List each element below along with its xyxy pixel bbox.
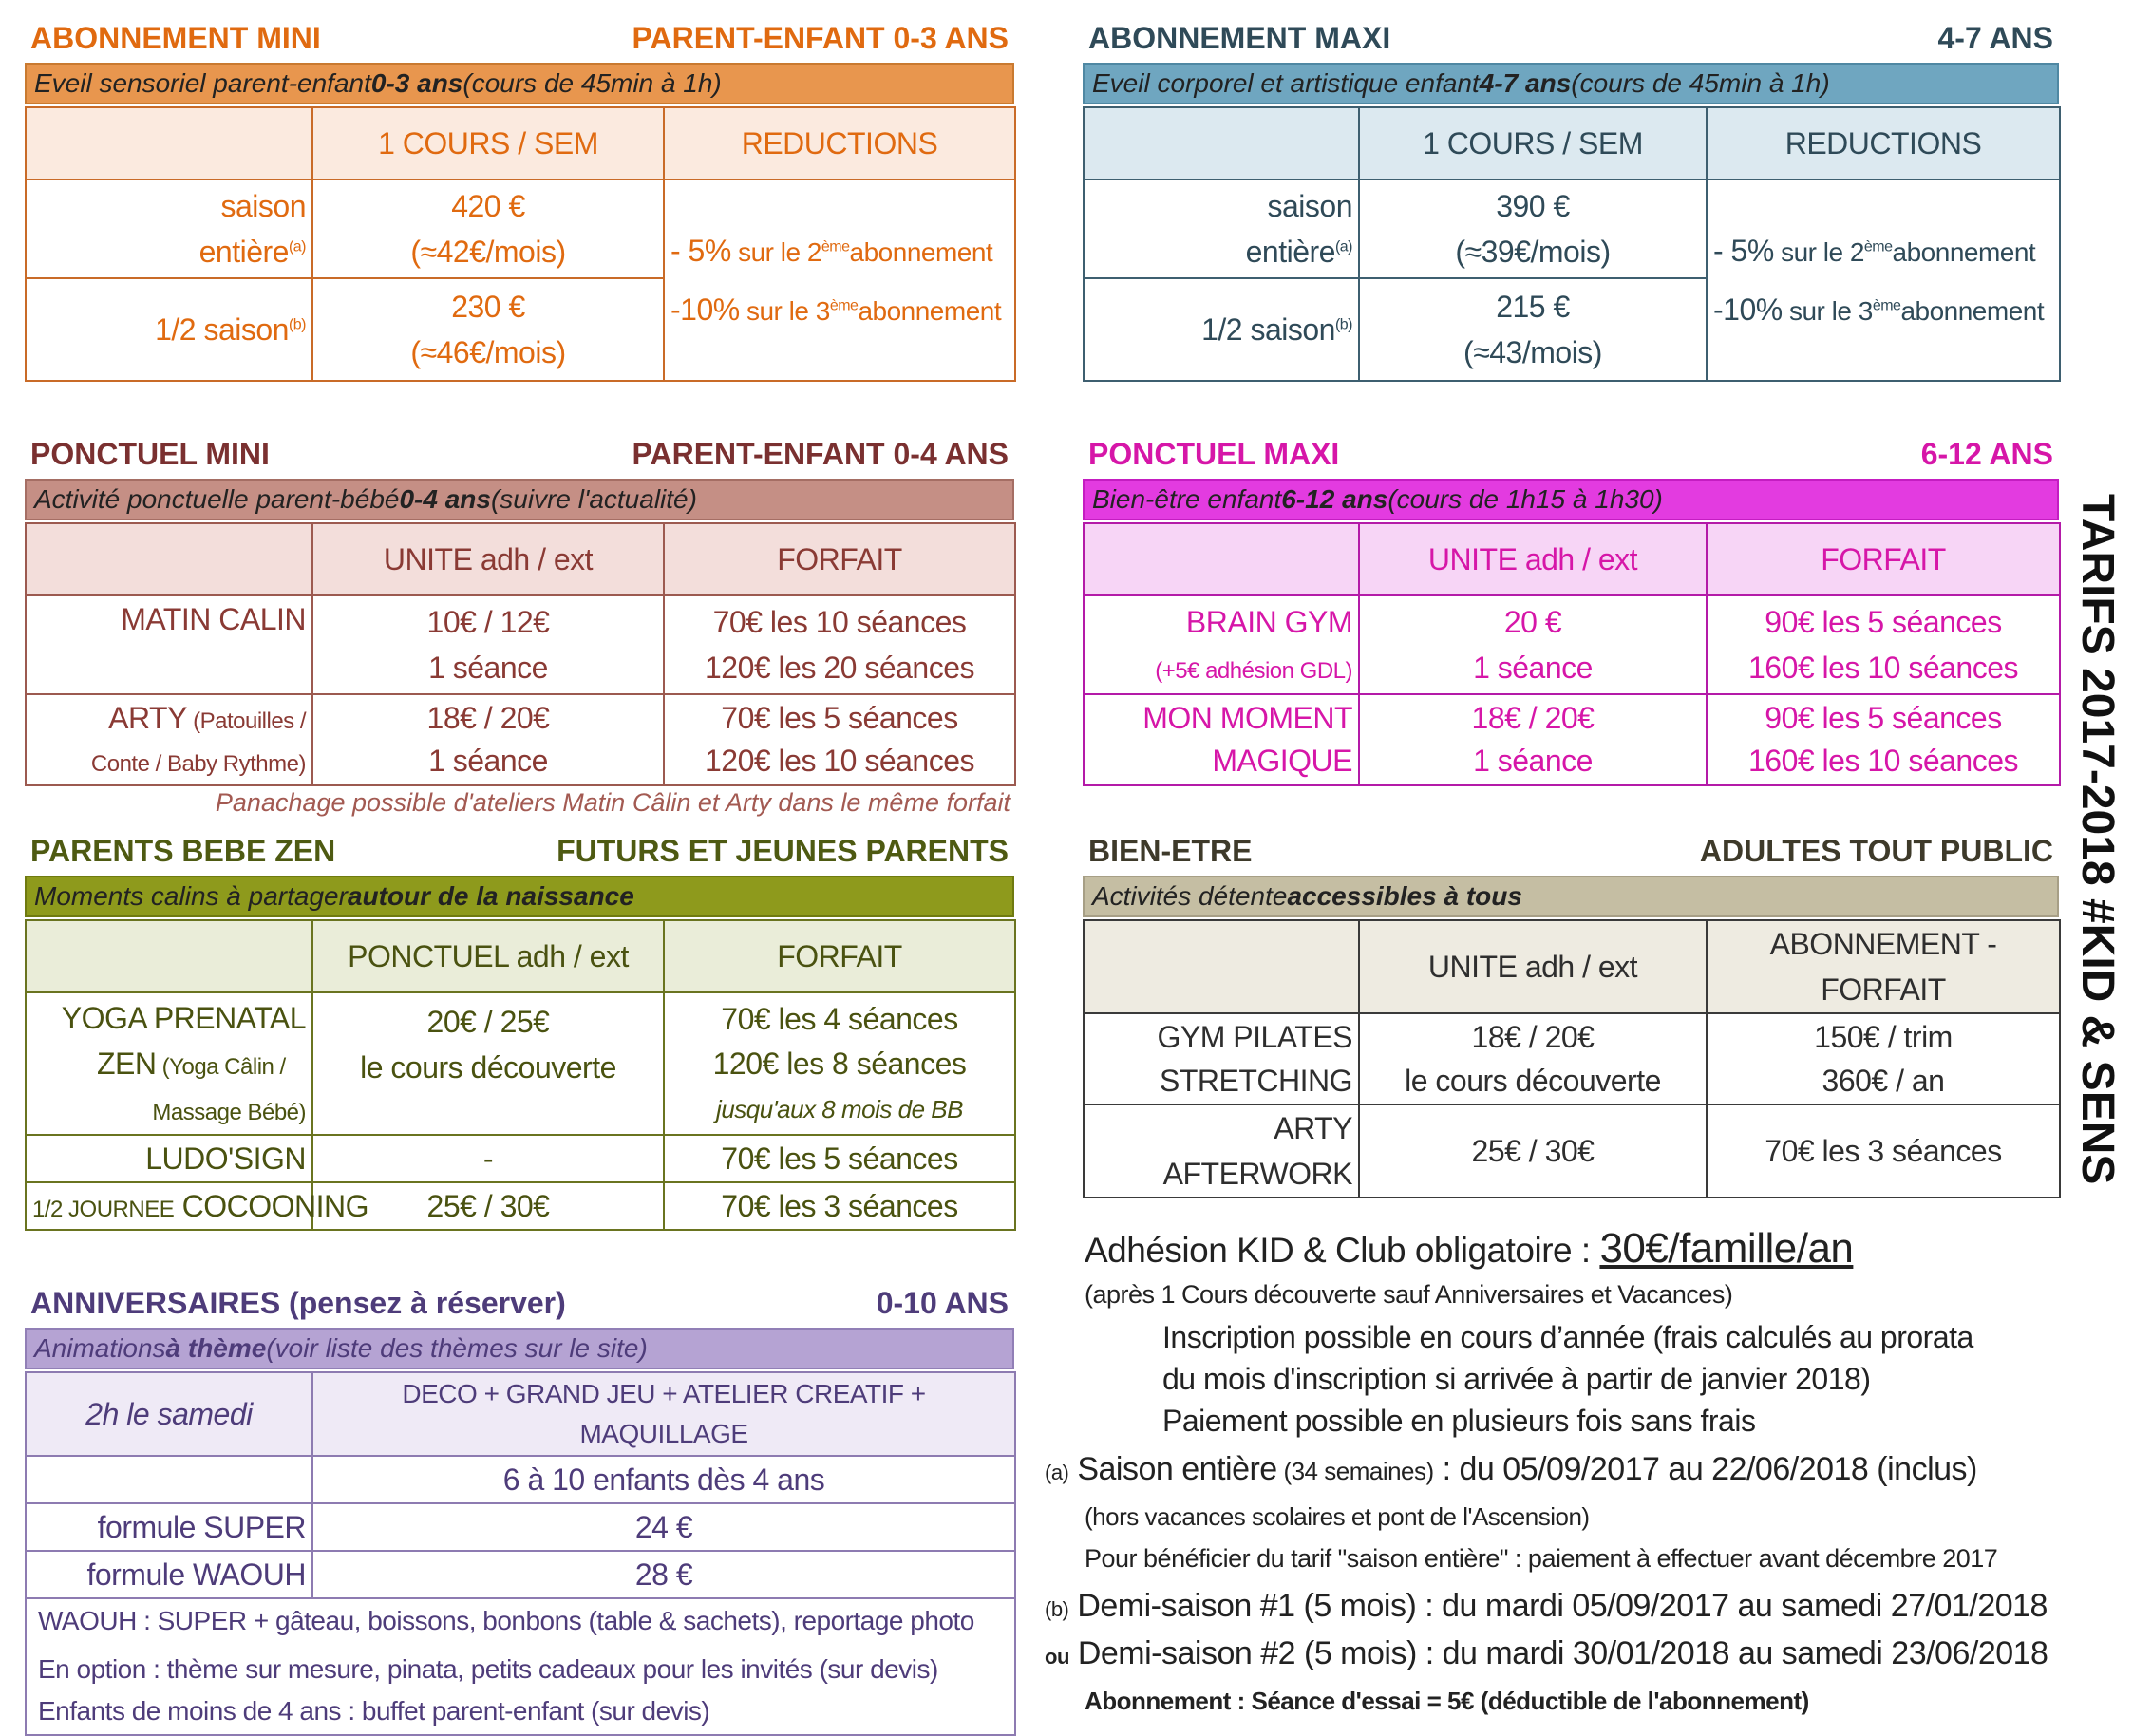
- saison-b-line: (b) Demi-saison #1 (5 mois) : du mardi 05/09/2017 au samedi 27/01/2018: [1045, 1588, 2048, 1624]
- price-cell: 24 €: [312, 1503, 1015, 1551]
- price-cell: 25€ / 30€: [1359, 1104, 1707, 1198]
- subtitle-age: 0-4 ans: [399, 484, 491, 514]
- row-label: ARTY (Patouilles / Conte / Baby Rythme): [26, 694, 312, 785]
- row-label: YOGA PRENATAL ZEN (Yoga Câlin / Massage Bébé): [26, 992, 312, 1135]
- group-size: 6 à 10 enfants dès 4 ans: [312, 1456, 1015, 1503]
- table-row: [26, 595, 1015, 694]
- pricing-table: [1083, 919, 2061, 1198]
- row-label: 1/2 saison$^{(b)}$: [26, 278, 312, 381]
- forfait-cell: 90€ les 5 séances 160€ les 10 séances: [1707, 694, 2060, 785]
- section-title: ABONNEMENT MAXI: [1088, 20, 1391, 55]
- vertical-title: [2068, 494, 2133, 1254]
- row-label: ARTY AFTERWORK: [1084, 1104, 1359, 1198]
- subtitle-emphasis: à thème: [165, 1333, 267, 1363]
- price-cell: 18€ / 20€ 1 séance: [1359, 694, 1707, 785]
- subtitle-duration: (cours de 1h15 à 1h30): [1387, 484, 1663, 514]
- price-cell: 390 € (≈39€/mois): [1359, 179, 1707, 278]
- price-cell: 25€ / 30€: [312, 1182, 664, 1230]
- subtitle-text: Activités détente: [1092, 881, 1288, 911]
- section-title: PARENTS BEBE ZEN: [30, 833, 336, 868]
- table-row: [1084, 1104, 2060, 1198]
- row-label: 1/2 saison$^{(b)}$: [1084, 278, 1359, 381]
- table-row: [26, 694, 1015, 785]
- age-range: PARENT-ENFANT 0-4 ANS: [632, 436, 1009, 471]
- table-row: [1084, 595, 2060, 694]
- section-subtitle: [25, 479, 1014, 520]
- ponctuel-maxi-section: [1083, 433, 2059, 794]
- note-line: Enfants de moins de 4 ans : buffet parent-enfant (sur devis): [38, 1696, 710, 1727]
- adhesion-note: (après 1 Cours découverte sauf Anniversaires et Vacances): [1085, 1280, 1733, 1309]
- section-subtitle: [25, 876, 1014, 917]
- forfait-cell: 150€ / trim 360€ / an: [1707, 1013, 2060, 1104]
- abonnement-mini-section: [25, 17, 1014, 387]
- column-header: FORFAIT: [664, 920, 1015, 992]
- row-label: LUDO'SIGN: [26, 1135, 312, 1182]
- section-header: [1083, 830, 2059, 872]
- parents-bebe-zen-section: [25, 830, 1014, 1229]
- table-row: [26, 1503, 1015, 1551]
- section-title: ANNIVERSAIRES (pensez à réserver): [30, 1285, 566, 1320]
- saison-a-note: Pour bénéficier du tarif "saison entière" : paiement à effectuer avant décembre 2017: [1085, 1544, 1998, 1573]
- row-label: 1/2 JOURNEE COCOONING: [26, 1182, 312, 1230]
- pricing-table: [25, 1371, 1016, 1736]
- subtitle-extra: (voir liste des thèmes sur le site): [266, 1333, 648, 1363]
- price-cell: 20 € 1 séance: [1359, 595, 1707, 694]
- column-header: REDUCTIONS: [1707, 107, 2060, 179]
- table-row: [26, 1598, 1015, 1735]
- notes-cell: [26, 1598, 1015, 1735]
- forfait-cell: 70€ les 4 séances 120€ les 8 séances jusqu'aux 8 mois de BB: [664, 992, 1015, 1135]
- note-line: WAOUH : SUPER + gâteau, boissons, bonbons (table & sachets), reportage photo: [38, 1605, 974, 1635]
- section-title: PONCTUEL MINI: [30, 436, 270, 471]
- inscription-line: Paiement possible en plusieurs fois sans frais: [1162, 1404, 1756, 1438]
- table-row: [26, 1182, 1015, 1230]
- column-header: REDUCTIONS: [664, 107, 1015, 179]
- section-header: [1083, 17, 2059, 59]
- forfait-cell: 70€ les 5 séances: [664, 1135, 1015, 1182]
- subtitle-text: Eveil sensoriel parent-enfant: [34, 68, 371, 98]
- section-subtitle: [1083, 479, 2059, 520]
- pricing-table: [1083, 106, 2061, 382]
- subtitle-duration: (cours de 45min à 1h): [462, 68, 722, 98]
- age-range: 6-12 ANS: [1920, 436, 2053, 471]
- ponctuel-mini-section: [25, 433, 1014, 822]
- table-header-row: [1084, 107, 2060, 179]
- column-header: 1 COURS / SEM: [1359, 107, 1707, 179]
- table-row: [26, 179, 1015, 278]
- forfait-cell: 90€ les 5 séances 160€ les 10 séances: [1707, 595, 2060, 694]
- saison-a-line: (a) Saison entière (34 semaines) : du 05/09/2017 au 22/06/2018 (inclus): [1045, 1451, 1977, 1487]
- table-header-row: [26, 920, 1015, 992]
- age-range: ADULTES TOUT PUBLIC: [1699, 833, 2053, 868]
- subtitle-emphasis: accessibles à tous: [1287, 881, 1522, 911]
- price-cell: -: [312, 1135, 664, 1182]
- price-cell: 18€ / 20€ le cours découverte: [1359, 1013, 1707, 1104]
- row-label: formule WAOUH: [26, 1551, 312, 1598]
- section-header: [25, 17, 1014, 59]
- subtitle-duration: (suivre l'actualité): [490, 484, 697, 514]
- subtitle-text: Activité ponctuelle parent-bébé: [34, 484, 400, 514]
- note-line: En option : thème sur mesure, pinata, petits cadeaux pour les invités (sur devis): [38, 1653, 938, 1684]
- row-label: saison entière$^{(a)}$: [1084, 179, 1359, 278]
- table-row: [26, 1456, 1015, 1503]
- row-label: formule SUPER: [26, 1503, 312, 1551]
- subtitle-age: 4-7 ans: [1479, 68, 1572, 98]
- column-header: FORFAIT: [1707, 523, 2060, 595]
- column-header: ABONNEMENT - FORFAIT: [1707, 920, 2060, 1013]
- subtitle-text: Animations: [34, 1333, 166, 1363]
- saison-a-note: (hors vacances scolaires et pont de l'Ascension): [1085, 1502, 1590, 1531]
- subtitle-duration: (cours de 45min à 1h): [1571, 68, 1830, 98]
- section-title: PONCTUEL MAXI: [1088, 436, 1340, 471]
- pricing-table: [1083, 522, 2061, 786]
- table-header-row: [26, 107, 1015, 179]
- table-row: [1084, 179, 2060, 278]
- column-header: PONCTUEL adh / ext: [312, 920, 664, 992]
- column-header: DECO + GRAND JEU + ATELIER CREATIF + MAQUILLAGE: [312, 1372, 1015, 1456]
- age-range: PARENT-ENFANT 0-3 ANS: [632, 20, 1009, 55]
- row-label: BRAIN GYM (+5€ adhésion GDL): [1084, 595, 1359, 694]
- table-row: [26, 1551, 1015, 1598]
- column-header: UNITE adh / ext: [1359, 523, 1707, 595]
- table-header-row: [26, 523, 1015, 595]
- section-title: BIEN-ETRE: [1088, 833, 1253, 868]
- price-cell: 230 € (≈46€/mois): [312, 278, 664, 381]
- abonnement-maxi-section: [1083, 17, 2059, 387]
- saison-c-line: ou Demi-saison #2 (5 mois) : du mardi 30/01/2018 au samedi 23/06/2018: [1045, 1635, 2048, 1671]
- table-header-row: [26, 1372, 1015, 1456]
- pricing-table: [25, 919, 1016, 1231]
- price-cell: 20€ / 25€ le cours découverte: [312, 992, 664, 1135]
- row-label: MON MOMENT MAGIQUE: [1084, 694, 1359, 785]
- inscription-line: Inscription possible en cours d’année (frais calculés au prorata: [1162, 1320, 1973, 1354]
- essai-line: Abonnement : Séance d'essai = 5€ (déductible de l'abonnement): [1085, 1687, 1809, 1715]
- price-cell: 28 €: [312, 1551, 1015, 1598]
- table-header-row: [1084, 523, 2060, 595]
- reductions-cell: - 5% sur le 2èmeabonnement -10% sur le 3èmeabonnement: [664, 179, 1015, 381]
- price-cell: 18€ / 20€ 1 séance: [312, 694, 664, 785]
- price-cell: 420 € (≈42€/mois): [312, 179, 664, 278]
- adhesion-line: Adhésion KID & Club obligatoire : 30€/famille/an: [1085, 1225, 1854, 1272]
- table-row: [1084, 694, 2060, 785]
- section-header: [25, 433, 1014, 475]
- age-range: 4-7 ANS: [1937, 20, 2053, 55]
- row-label: MATIN CALIN: [26, 595, 312, 694]
- subtitle-age: 6-12 ans: [1281, 484, 1388, 514]
- column-header: 2h le samedi: [26, 1372, 312, 1456]
- forfait-cell: 70€ les 5 séances 120€ les 10 séances: [664, 694, 1015, 785]
- section-subtitle: [25, 1328, 1014, 1369]
- subtitle-text: Bien-être enfant: [1092, 484, 1282, 514]
- column-header: 1 COURS / SEM: [312, 107, 664, 179]
- reductions-cell: - 5% sur le 2èmeabonnement -10% sur le 3èmeabonnement: [1707, 179, 2060, 381]
- section-header: [1083, 433, 2059, 475]
- age-range: 0-10 ANS: [876, 1285, 1009, 1320]
- forfait-cell: 70€ les 10 séances 120€ les 20 séances: [664, 595, 1015, 694]
- subtitle-age: 0-3 ans: [370, 68, 463, 98]
- inscription-line: du mois d'inscription si arrivée à partir de janvier 2018): [1162, 1362, 1871, 1396]
- subtitle-text: Moments calins à partager: [34, 881, 348, 911]
- row-label: saison entière$^{(a)}$: [26, 179, 312, 278]
- page-title: TARIFS 2017-2018 #KID & SENS: [2072, 494, 2123, 1185]
- column-header: UNITE adh / ext: [312, 523, 664, 595]
- age-range: FUTURS ET JEUNES PARENTS: [557, 833, 1009, 868]
- anniversaires-section: [25, 1282, 1014, 1728]
- price-cell: 215 € (≈43/mois): [1359, 278, 1707, 381]
- forfait-cell: 70€ les 3 séances: [1707, 1104, 2060, 1198]
- footnote: Panachage possible d'ateliers Matin Câlin et Arty dans le même forfait: [215, 788, 1010, 817]
- pricing-table: [25, 106, 1016, 382]
- price-cell: 10€ / 12€ 1 séance: [312, 595, 664, 694]
- section-title: ABONNEMENT MINI: [30, 20, 321, 55]
- bien-etre-section: [1083, 830, 2059, 1191]
- section-header: [25, 1282, 1014, 1324]
- column-header: FORFAIT: [664, 523, 1015, 595]
- forfait-cell: 70€ les 3 séances: [664, 1182, 1015, 1230]
- subtitle-emphasis: autour de la naissance: [347, 881, 634, 911]
- section-header: [25, 830, 1014, 872]
- section-subtitle: [1083, 876, 2059, 917]
- table-row: [26, 1135, 1015, 1182]
- column-header: UNITE adh / ext: [1359, 920, 1707, 1013]
- table-row: [26, 992, 1015, 1135]
- row-label: GYM PILATES STRETCHING: [1084, 1013, 1359, 1104]
- section-subtitle: [25, 63, 1014, 104]
- table-row: [1084, 1013, 2060, 1104]
- table-header-row: [1084, 920, 2060, 1013]
- section-subtitle: [1083, 63, 2059, 104]
- subtitle-text: Eveil corporel et artistique enfant: [1092, 68, 1480, 98]
- pricing-table: [25, 522, 1016, 786]
